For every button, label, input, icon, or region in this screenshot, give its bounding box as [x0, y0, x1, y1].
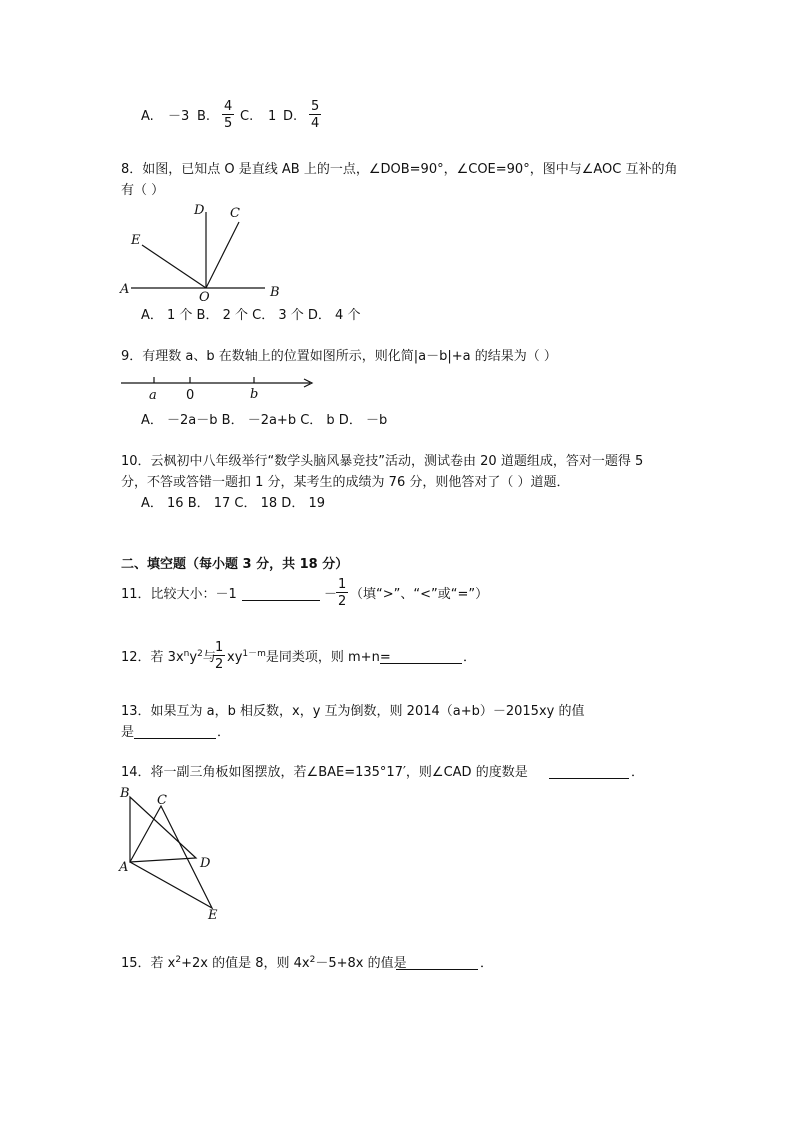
fraction-numerator: 1	[215, 640, 224, 655]
point-o-label: O	[199, 290, 210, 305]
fraction-denominator: 4	[311, 116, 320, 131]
q7-option-a-label: A.	[141, 109, 154, 124]
fraction-denominator: 2	[338, 594, 347, 609]
fraction-numerator: 1	[338, 577, 347, 592]
point-e-label: E	[131, 233, 141, 248]
q13-stem-line2-prefix: 是	[121, 725, 135, 740]
fraction-numerator: 5	[311, 99, 320, 114]
point-b-label: B	[120, 786, 130, 801]
q15-answer-blank	[396, 957, 478, 970]
q13-end: ．	[217, 725, 231, 740]
point-a-label: A	[119, 860, 129, 875]
number-line-label-zero: 0	[186, 388, 195, 403]
q15-exponent-2b: 2	[309, 955, 316, 965]
q8-options: A． 1 个 B． 2 个 C． 3 个 D． 4 个	[141, 308, 361, 323]
number-line-label-b: b	[250, 387, 259, 402]
q9-stem: 9．有理数 a、b 在数轴上的位置如图所示，则化简|a－b|+a 的结果为（ ）	[121, 349, 557, 364]
fraction-denominator: 2	[215, 657, 224, 672]
q7-option-a-value: －3	[168, 109, 190, 124]
q9-options: A． －2a－b B． －2a+b C． b D． －b	[141, 413, 388, 428]
q12-part4: xy	[227, 650, 243, 665]
point-d-label: D	[200, 856, 211, 871]
q7-option-d-label: D.	[283, 109, 298, 124]
q15-end: ．	[480, 956, 494, 971]
point-b-label: B	[270, 285, 280, 300]
number-line-label-a: a	[149, 388, 157, 403]
q15-text	[121, 957, 407, 970]
q7-option-c-label: C.	[240, 109, 254, 124]
q11-minus: －	[324, 587, 338, 602]
point-e-label: E	[208, 908, 218, 923]
q12-exponent-2: 2	[197, 649, 203, 659]
fraction-denominator: 5	[224, 116, 233, 131]
q13-stem-line1: 13．如果互为 a，b 相反数，x，y 互为倒数，则 2014（a+b）－2015xy 的值	[121, 704, 585, 719]
q12-part5: 是同类项，则 m+n=	[265, 650, 391, 665]
point-d-label: D	[194, 203, 205, 218]
q7-option-c-value: 1	[268, 109, 277, 124]
point-c-label: C	[157, 793, 167, 808]
q8-stem-line2: 有（ ）	[121, 183, 165, 198]
q7-option-b-label: B.	[197, 109, 211, 124]
q8-stem-line1: 8．如图，已知点 O 是直线 AB 上的一点，∠DOB=90°，∠COE=90°，图中与∠AOC 互补的角	[121, 162, 678, 177]
fraction-numerator: 4	[224, 99, 233, 114]
q10-stem-line2: 分，不答或答错一题扣 1 分，某考生的成绩为 76 分，则他答对了（ ）道题．	[121, 475, 570, 490]
point-c-label: C	[230, 206, 240, 221]
q12-end: ．	[463, 650, 477, 665]
q14-stem: 14．将一副三角板如图摆放，若∠BAE=135°17′，则∠CAD 的度数是	[121, 765, 528, 780]
q10-stem-line1: 10．云枫初中八年级举行“数学头脑风暴竞技”活动，测试卷由 20 道题组成，答对一题得 5	[121, 454, 644, 469]
q14-end: ．	[631, 765, 645, 780]
q12-part3: 与	[202, 650, 216, 665]
point-a-label: A	[120, 282, 130, 297]
section-2-title: 二、填空题（每小题 3 分，共 18 分）	[121, 557, 349, 572]
q15-exponent-2a: 2	[175, 955, 182, 965]
q15-part1: 15．若 x	[121, 956, 176, 971]
q10-options: A． 16 B． 17 C． 18 D． 19	[141, 496, 325, 511]
q12-exponent-n: n	[183, 649, 190, 659]
q12-exponent-1-m: 1－m	[242, 649, 266, 659]
q12-part2: y	[189, 650, 198, 665]
q15-part3: －5+8x 的值是	[315, 956, 407, 971]
q11-suffix: （填“>”、“<”或“=”）	[350, 587, 489, 602]
q11-prefix: 11．比较大小：－1	[121, 587, 237, 602]
q12-part1: 12．若 3x	[121, 650, 184, 665]
q15-part2: +2x 的值是 8，则 4x	[181, 956, 310, 971]
